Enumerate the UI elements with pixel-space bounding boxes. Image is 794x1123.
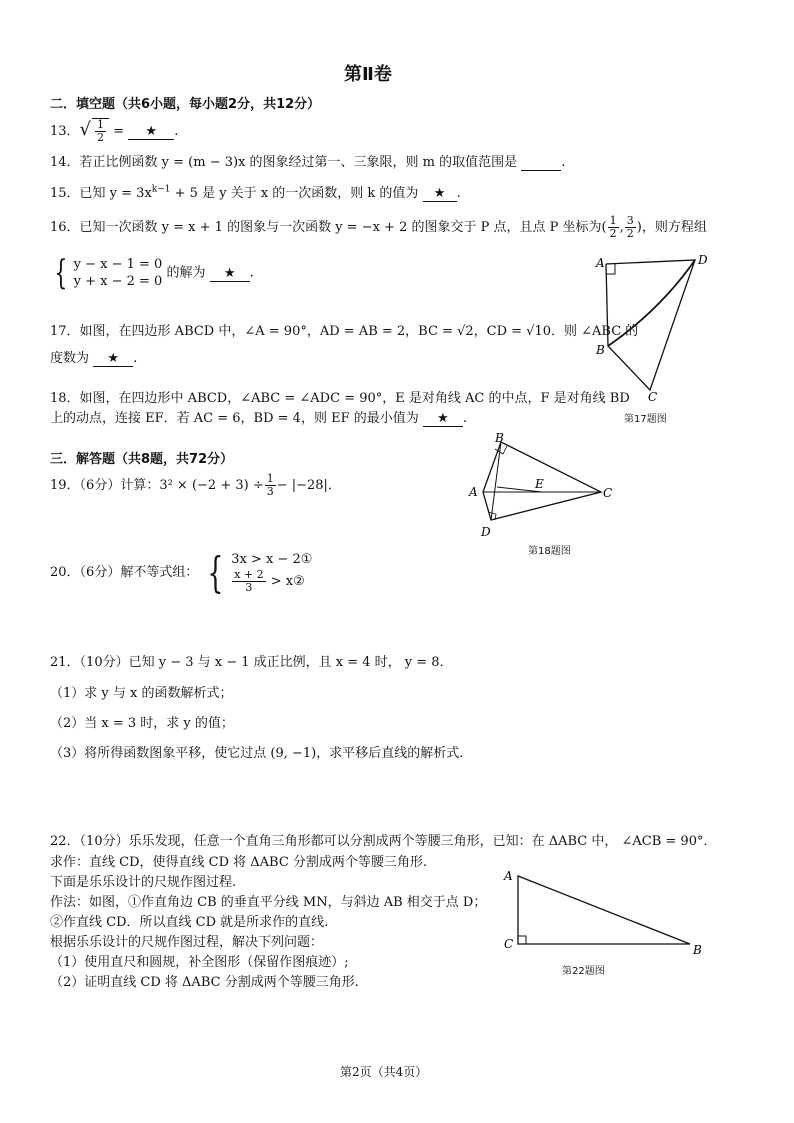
question-21-part-2: （2）当 x = 3 时，求 y 的值； xyxy=(50,716,234,731)
q20-inequality-2-tail: > x② xyxy=(270,574,305,589)
fig18-label-c: C xyxy=(603,486,613,500)
question-18-line-1: 18．如图，在四边形中 ABCD，∠ABC = ∠ADC = 90°，E 是对角线 AC 的中点，F 是对角线 BD xyxy=(50,391,630,406)
page-title: 第Ⅱ卷 xyxy=(344,64,392,85)
figure-17 xyxy=(590,250,720,410)
q17-text: 度数为 xyxy=(50,351,90,366)
question-22-line-6: 根据乐乐设计的尺规作图过程，解决下列问题： xyxy=(50,935,324,950)
question-19 xyxy=(50,473,341,498)
page-footer: 第2页（共4页） xyxy=(340,1065,428,1079)
figure-18 xyxy=(465,430,615,542)
question-22-line-5: ②作直线 CD．所以直线 CD 就是所求作的直线. xyxy=(50,915,329,930)
q19-frac-num: 1 xyxy=(266,472,274,485)
q19-text-post: − |−28|． xyxy=(276,478,341,493)
q18-answer-blank: ★ xyxy=(423,411,463,427)
q13-number: 13． xyxy=(50,124,80,139)
q15-text-post: + 5 是 y 关于 x 的一次函数，则 k 的值为 xyxy=(170,186,419,201)
section-2-header: 二．填空题（共6小题，每小题2分，共12分） xyxy=(50,97,321,112)
question-22-line-7: （1）使用直尺和圆规，补全图形（保留作图痕迹）; xyxy=(50,955,349,970)
question-16: 16．已知一次函数 y = x + 1 的图象与一次函数 y = −x + 2 的图象交于 P 点，且点 P 坐标为( $\frac{1}{2}$ , $\frac{3}{2}$ )，则方程组 xyxy=(50,214,707,240)
q16-eq-1: y − x − 1 = 0 xyxy=(73,257,163,272)
fig18-caption: 第18题图 xyxy=(528,546,571,557)
question-22-line-2: 求作：直线 CD，使得直线 CD 将 ΔABC 分割成两个等腰三角形. xyxy=(50,855,428,870)
question-14: 14．若正比例函数 y = (m − 3)x 的图象经过第一、三象限，则 m 的取值范围是 . xyxy=(50,155,566,170)
question-22-line-1: 22．（10分）乐乐发现，任意一个直角三角形都可以分割成两个等腰三角形，已知：在 ΔABC 中， ∠ACB = 90°． xyxy=(50,834,717,849)
q16-eq-2: y + x − 2 = 0 xyxy=(73,274,163,289)
q20-inequality-1: 3x > x − 2① xyxy=(231,552,313,567)
fig17-label-c: C xyxy=(648,390,658,404)
q20-frac-den: 3 xyxy=(245,581,253,594)
question-21-part-3: （3）将所得函数图象平移，使它过点 (9, −1)，求平移后直线的解析式. xyxy=(50,746,464,761)
q13-frac-den: 2 xyxy=(97,131,105,144)
q20-text-pre: 20．（6分）解不等式组： xyxy=(50,565,199,580)
fig17-label-a: A xyxy=(596,256,605,270)
q16-coord-a-den: 2 xyxy=(609,227,617,240)
question-15: 15．已知 $y = 3x^{k-1} + 5$ 是 y 关于 x 的一次函数，则 k 的值为 ★ . xyxy=(50,184,461,201)
q16-coord-b-num: 3 xyxy=(626,214,634,227)
q14-answer-blank xyxy=(521,155,561,171)
q16-answer-blank: ★ xyxy=(210,266,250,282)
q16-coord-a-num: 1 xyxy=(609,214,617,227)
fig18-label-e: E xyxy=(535,477,544,491)
question-17-line-1: 17．如图，在四边形 ABCD 中，∠A = 90°，AD = AB = 2，BC = √2，CD = √10．则 ∠ABC 的 xyxy=(50,324,639,339)
fig17-caption: 第17题图 xyxy=(624,414,667,425)
fig18-label-d: D xyxy=(481,525,491,539)
q18-text: 上的动点，连接 EF．若 AC = 6，BD = 4，则 EF 的最小值为 xyxy=(50,411,419,426)
q19-frac-den: 3 xyxy=(266,485,274,498)
q16-coord-b-den: 2 xyxy=(626,227,634,240)
q13-frac-num: 1 xyxy=(97,118,105,131)
q16-text-tail: 的解为 xyxy=(166,265,206,281)
q20-frac-num: x + 2 xyxy=(234,568,264,581)
question-13: 13．√ $\frac{1}{2}$ = ★ . xyxy=(50,118,179,144)
question-20: 20．（6分）解不等式组： { 3x > x − 2① $\frac{x + 2}{3}$ > x② xyxy=(50,547,313,597)
fig17-label-b: B xyxy=(596,343,605,357)
fig18-label-b: B xyxy=(495,431,504,445)
q15-answer-blank: ★ xyxy=(423,186,457,202)
section-3-header: 三．解答题（共8题，共72分） xyxy=(50,452,234,467)
fig18-label-a: A xyxy=(469,485,478,499)
fig22-label-b: B xyxy=(693,943,702,957)
q15-text-pre: 15．已知 y = 3x xyxy=(50,186,152,201)
question-18-line-2: 上的动点，连接 EF．若 AC = 6，BD = 4，则 EF 的最小值为 ★ . xyxy=(50,411,467,426)
fig17-label-d: D xyxy=(698,253,708,267)
question-21-line-1: 21．（10分）已知 y − 3 与 x − 1 成正比例，且 x = 4 时， y = 8． xyxy=(50,655,453,670)
q19-text-pre: 19．（6分）计算：3² × (−2 + 3) ÷ xyxy=(50,478,264,493)
question-22-line-3: 下面是乐乐设计的尺规作图过程. xyxy=(50,875,237,890)
fig22-label-c: C xyxy=(504,937,514,951)
q17-answer-blank: ★ xyxy=(93,351,133,367)
q16-text-pre: 16．已知一次函数 y = x + 1 的图象与一次函数 y = −x + 2 的图象交于 P 点，且点 P 坐标为 xyxy=(50,220,602,235)
figure-22 xyxy=(500,868,710,958)
q14-text: 14．若正比例函数 y = (m − 3)x 的图象经过第一、三象限，则 m 的取值范围是 xyxy=(50,155,518,170)
q16-text-post: ，则方程组 xyxy=(641,220,707,235)
q15-exponent: k−1 xyxy=(151,184,171,195)
question-22-line-8: （2）证明直线 CD 将 ΔABC 分割成两个等腰三角形. xyxy=(50,975,359,990)
q13-answer-blank: ★ xyxy=(128,124,174,140)
question-16-system: { y − x − 1 = 0 y + x − 2 = 0 的解为 ★ . xyxy=(54,253,254,293)
question-21-part-1: （1）求 y 与 x 的函数解析式； xyxy=(50,686,233,701)
fig22-label-a: A xyxy=(504,869,513,883)
question-17-line-2: 度数为 ★ . xyxy=(50,351,138,366)
fig22-caption: 第22题图 xyxy=(562,966,605,977)
question-22-line-4: 作法：如图，①作直角边 CB 的垂直平分线 MN，与斜边 AB 相交于点 D； xyxy=(50,895,487,910)
